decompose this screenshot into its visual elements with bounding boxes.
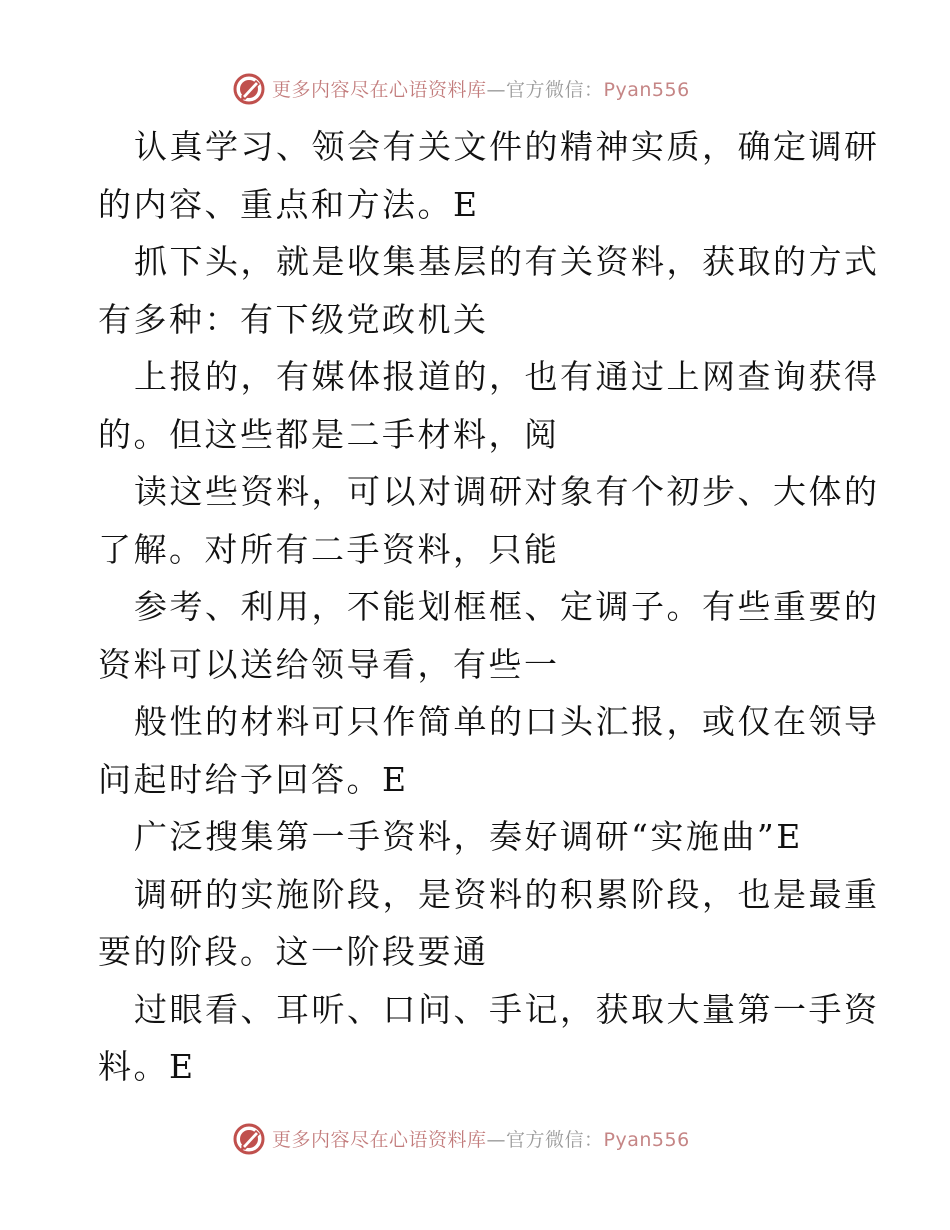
footer-banner	[0, 1120, 950, 1160]
text-line: 调研的实施阶段，是资料的积累阶段，也是最重	[134, 874, 880, 914]
text-line: 上报的，有媒体报道的，也有通过上网查询获得	[134, 357, 880, 396]
banner-wechat-label: 官方微信：	[506, 1129, 604, 1151]
text-line: 广泛搜集第一手资料，奏好调研“实施曲”E	[134, 817, 803, 856]
text-line: 抓下头，就是收集基层的有关资料，获取的方式	[134, 242, 880, 281]
banner-wechat-id: Pyan556	[603, 1129, 690, 1151]
pen-logo-icon	[232, 72, 266, 106]
banner-text	[272, 1128, 690, 1152]
text-line: 料。E	[98, 1047, 196, 1086]
document-body	[98, 118, 880, 1096]
text-line: 读这些资料，可以对调研对象有个初步、大体的	[134, 472, 880, 511]
text-line: 认真学习、领会有关文件的精神实质，确定调研	[134, 127, 880, 166]
banner-text	[272, 78, 690, 102]
banner-dash: —	[486, 1129, 507, 1151]
text-line: 问起时给予回答。E	[98, 759, 409, 799]
banner-dash: —	[486, 79, 507, 101]
banner-brand: 更多内容尽在心语资料库	[272, 1129, 487, 1151]
banner-wechat-label: 官方微信：	[506, 79, 604, 101]
text-line: 的内容、重点和方法。E	[98, 184, 480, 224]
text-line: 般性的材料可只作简单的口头汇报，或仅在领导	[134, 702, 880, 741]
text-line: 资料可以送给领导看，有些一	[98, 644, 560, 684]
text-line: 的。但这些都是二手材料，阅	[98, 414, 560, 454]
text-line: 了解。对所有二手资料，只能	[98, 529, 560, 569]
text-line: 要的阶段。这一阶段要通	[98, 932, 489, 971]
text-line: 有多种：有下级党政机关	[98, 299, 489, 339]
text-line: 过眼看、耳听、口问、手记，获取大量第一手资	[134, 989, 880, 1029]
pen-logo-icon	[232, 1122, 266, 1156]
text-line: 参考、利用，不能划框框、定调子。有些重要的	[134, 587, 880, 626]
banner-wechat-id: Pyan556	[603, 79, 690, 101]
banner-brand: 更多内容尽在心语资料库	[272, 79, 487, 101]
header-banner	[0, 70, 950, 110]
